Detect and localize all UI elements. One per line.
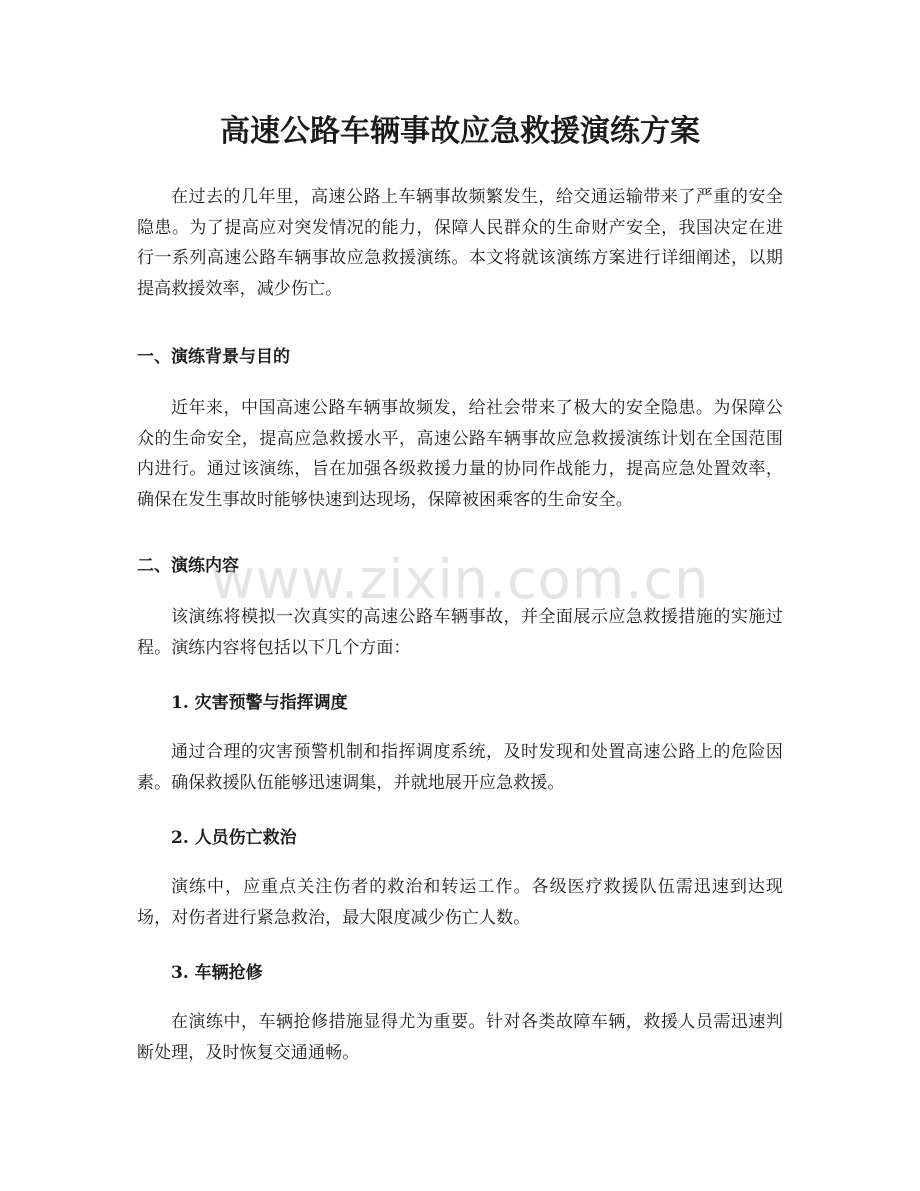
section-heading-content: 二、演练内容 [137, 556, 239, 576]
intro-paragraph: 在过去的几年里，高速公路上车辆事故频繁发生，给交通运输带来了严重的安全隐患。为了提高应对突发情况的能力，保障人民群众的生命财产安全，我国决定在进行一系列高速公路车辆事故应急救援演练。本文将就该演练方案进行详细阐述，以期提高救援效率，减少伤亡。 [137, 187, 783, 299]
item-heading-casualty: 2. 人员伤亡救治 [171, 828, 297, 848]
item-paragraph-repair: 在演练中，车辆抢修措施显得尤为重要。针对各类故障车辆，救援人员需迅速判断处理，及时恢复交通通畅。 [137, 1012, 783, 1063]
document-title: 高速公路车辆事故应急救援演练方案 [220, 114, 700, 149]
item-paragraph-casualty: 演练中，应重点关注伤者的救治和转运工作。各级医疗救援队伍需迅速到达现场，对伤者进行紧急救治，最大限度减少伤亡人数。 [137, 877, 783, 928]
section-heading-background: 一、演练背景与目的 [137, 347, 290, 367]
section-paragraph-content: 该演练将模拟一次真实的高速公路车辆事故，并全面展示应急救援措施的实施过程。演练内容将包括以下几个方面： [137, 607, 783, 658]
item-heading-warning: 1. 灾害预警与指挥调度 [171, 693, 348, 713]
item-paragraph-warning: 通过合理的灾害预警机制和指挥调度系统，及时发现和处置高速公路上的危险因素。确保救援队伍能够迅速调集，并就地展开应急救援。 [137, 742, 783, 793]
section-paragraph-background: 近年来，中国高速公路车辆事故频发，给社会带来了极大的安全隐患。为保障公众的生命安全，提高应急救援水平，高速公路车辆事故应急救援演练计划在全国范围内进行。通过该演练，旨在加强各级救援力量的协同作战能力，提高应急处置效率，确保在发生事故时能够快速到达现场，保障被困乘客的生命安全。 [137, 398, 783, 510]
watermark-text: www.zixin.com.cn [210, 548, 710, 611]
item-heading-repair: 3. 车辆抢修 [171, 963, 263, 983]
